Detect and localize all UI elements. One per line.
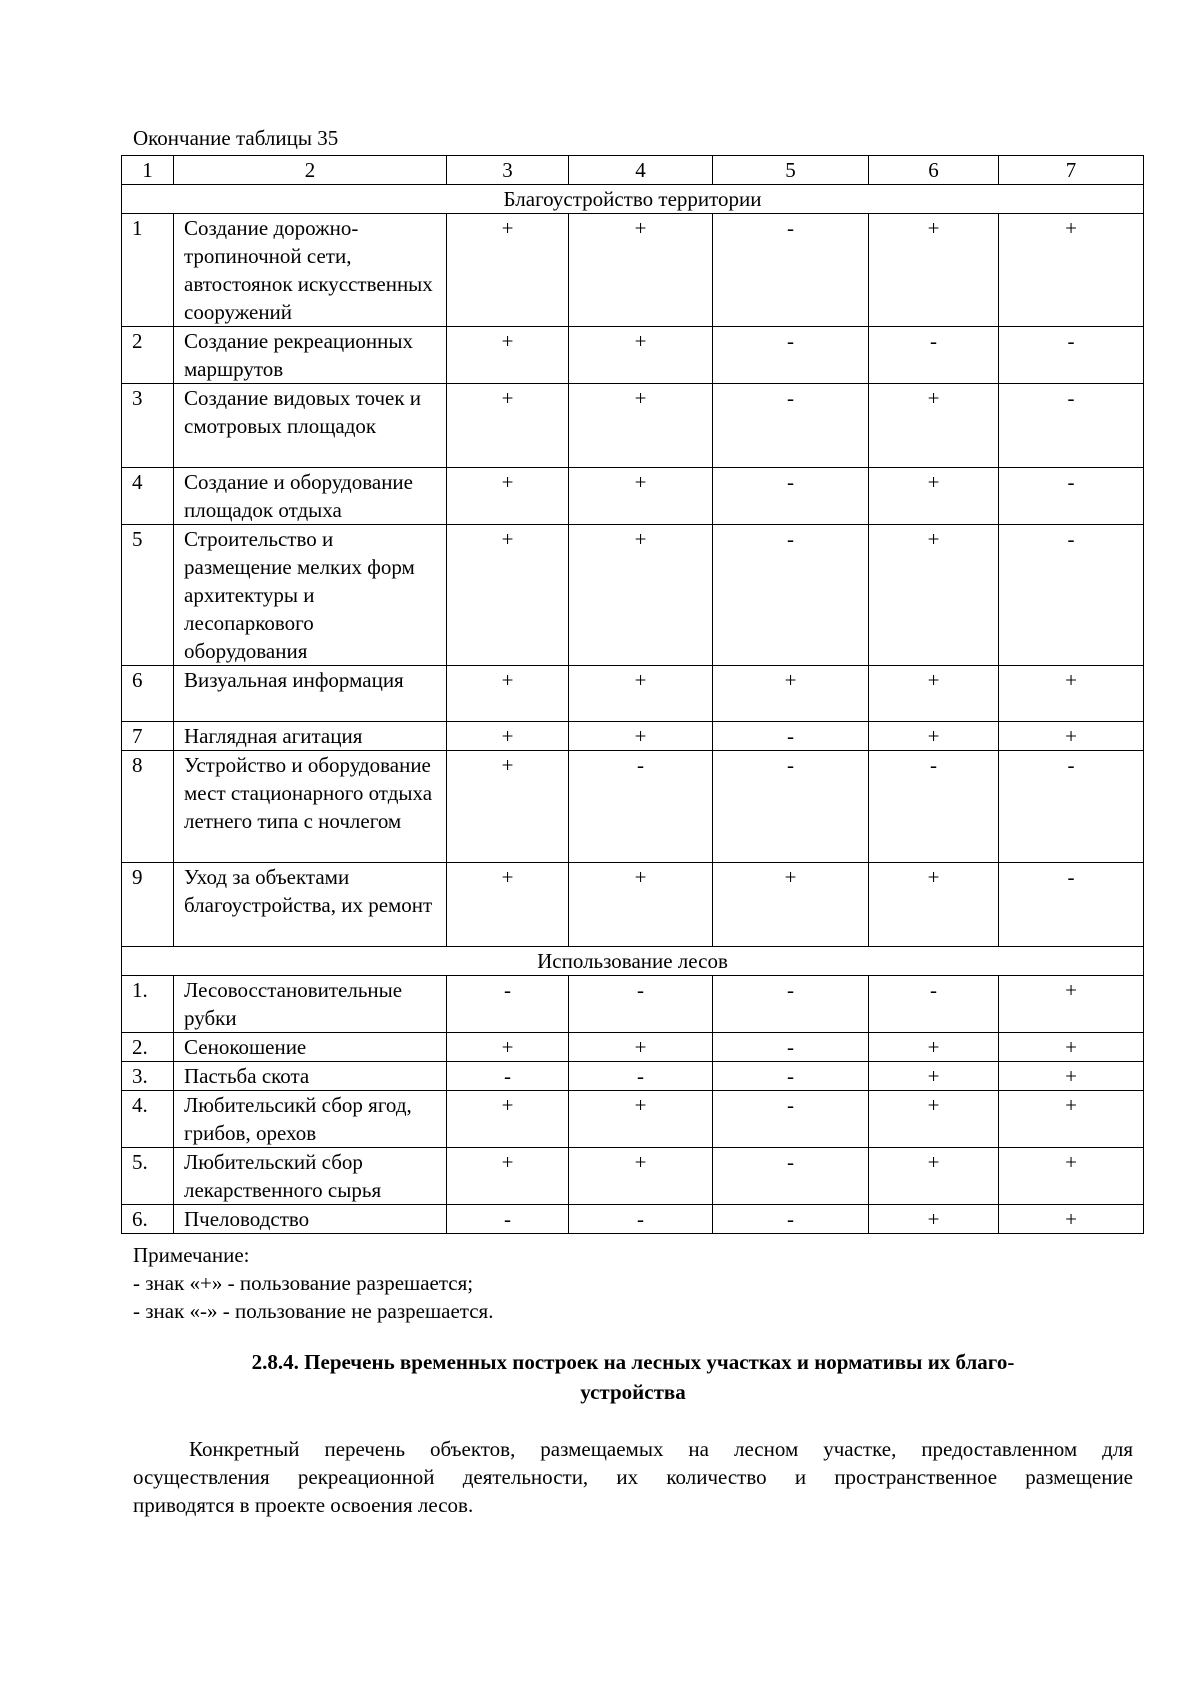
table-row xyxy=(122,1033,1144,1062)
row-name: Пастьба скота xyxy=(174,1062,447,1091)
mark-cell: + xyxy=(869,1091,999,1148)
mark-cell: + xyxy=(869,722,999,751)
mark-cell: - xyxy=(713,214,869,327)
header-cell: 1 xyxy=(122,156,174,185)
mark-cell: + xyxy=(569,722,713,751)
row-number: 3. xyxy=(122,1062,174,1091)
mark-cell: + xyxy=(447,214,569,327)
row-name: Создание видовых точек и смотровых площадок xyxy=(174,384,447,468)
mark-cell: - xyxy=(713,976,869,1033)
mark-cell: + xyxy=(713,863,869,947)
header-cell: 6 xyxy=(869,156,999,185)
mark-cell: + xyxy=(869,1033,999,1062)
mark-cell: + xyxy=(999,1148,1144,1205)
mark-cell: - xyxy=(999,751,1144,863)
mark-cell: - xyxy=(713,1205,869,1234)
mark-cell: - xyxy=(713,1091,869,1148)
mark-cell: + xyxy=(447,525,569,666)
header-cell: 7 xyxy=(999,156,1144,185)
table-row xyxy=(122,751,1144,863)
mark-cell: + xyxy=(569,327,713,384)
section-title: Использование лесов xyxy=(122,947,1144,976)
mark-cell: + xyxy=(569,1091,713,1148)
mark-cell: - xyxy=(713,1062,869,1091)
heading-line: 2.8.4. Перечень временных построек на лесных участках и нормативы их благо- xyxy=(251,1350,1015,1374)
row-name: Создание рекреационных маршрутов xyxy=(174,327,447,384)
mark-cell: + xyxy=(569,214,713,327)
row-number: 5. xyxy=(122,1148,174,1205)
row-number: 1 xyxy=(122,214,174,327)
mark-cell: + xyxy=(869,468,999,525)
mark-cell: + xyxy=(999,1062,1144,1091)
section-title: Благоустройство территории xyxy=(122,185,1144,214)
header-cell: 5 xyxy=(713,156,869,185)
mark-cell: - xyxy=(869,327,999,384)
mark-cell: - xyxy=(713,384,869,468)
header-cell: 4 xyxy=(569,156,713,185)
table-row xyxy=(122,863,1144,947)
mark-cell: + xyxy=(447,468,569,525)
table-row xyxy=(122,976,1144,1033)
mark-cell: - xyxy=(999,327,1144,384)
mark-cell: + xyxy=(569,384,713,468)
mark-cell: + xyxy=(713,666,869,722)
row-number: 5 xyxy=(122,525,174,666)
header-row xyxy=(122,156,1144,185)
row-number: 4 xyxy=(122,468,174,525)
mark-cell: + xyxy=(447,751,569,863)
header-cell: 3 xyxy=(447,156,569,185)
body-paragraph xyxy=(133,1435,1133,1519)
paragraph-line: приводятся в проекте освоения лесов. xyxy=(133,1493,474,1517)
row-number: 6 xyxy=(122,666,174,722)
mark-cell: - xyxy=(869,976,999,1033)
mark-cell: + xyxy=(569,525,713,666)
mark-cell: + xyxy=(569,468,713,525)
row-name: Пчеловодство xyxy=(174,1205,447,1234)
mark-cell: + xyxy=(569,1033,713,1062)
row-name: Визуальная информация xyxy=(174,666,447,722)
note-title: Примечание: xyxy=(133,1243,250,1267)
mark-cell: + xyxy=(869,525,999,666)
mark-cell: - xyxy=(713,751,869,863)
section-heading xyxy=(133,1347,1133,1407)
note-plus: - знак «+» - пользование разрешается; xyxy=(133,1271,474,1295)
mark-cell: - xyxy=(569,1062,713,1091)
mark-cell: + xyxy=(447,666,569,722)
mark-cell: - xyxy=(999,384,1144,468)
section-row xyxy=(122,185,1144,214)
mark-cell: + xyxy=(447,327,569,384)
row-name: Сенокошение xyxy=(174,1033,447,1062)
mark-cell: + xyxy=(447,722,569,751)
mark-cell: + xyxy=(999,976,1144,1033)
mark-cell: + xyxy=(869,1205,999,1234)
row-number: 2 xyxy=(122,327,174,384)
mark-cell: + xyxy=(447,384,569,468)
row-number: 9 xyxy=(122,863,174,947)
mark-cell: - xyxy=(569,751,713,863)
table-row xyxy=(122,1148,1144,1205)
mark-cell: - xyxy=(447,976,569,1033)
mark-cell: + xyxy=(999,666,1144,722)
table-row xyxy=(122,1205,1144,1234)
paragraph-line: осуществления рекреационной деятельности, их количество и пространственное размещение xyxy=(133,1465,1133,1489)
row-number: 3 xyxy=(122,384,174,468)
row-name: Любительсикй сбор ягод, грибов, орехов xyxy=(174,1091,447,1148)
row-name: Строительство и размещение мелких форм архитектуры и лесопаркового оборудования xyxy=(174,525,447,666)
mark-cell: + xyxy=(447,1033,569,1062)
row-name: Любительский сбор лекарственного сырья xyxy=(174,1148,447,1205)
mark-cell: - xyxy=(713,722,869,751)
table-note xyxy=(133,1241,493,1325)
regime-table xyxy=(121,155,1144,1234)
row-number: 2. xyxy=(122,1033,174,1062)
mark-cell: + xyxy=(869,1148,999,1205)
row-name: Устройство и оборудование мест стационарного отдыха летнего типа с ночлегом xyxy=(174,751,447,863)
mark-cell: + xyxy=(999,1033,1144,1062)
row-number: 8 xyxy=(122,751,174,863)
row-name: Лесовосстановительные рубки xyxy=(174,976,447,1033)
mark-cell: - xyxy=(447,1205,569,1234)
table-row xyxy=(122,525,1144,666)
mark-cell: + xyxy=(447,863,569,947)
row-name: Наглядная агитация xyxy=(174,722,447,751)
mark-cell: - xyxy=(713,1033,869,1062)
mark-cell: + xyxy=(447,1091,569,1148)
mark-cell: - xyxy=(569,1205,713,1234)
row-number: 7 xyxy=(122,722,174,751)
row-name: Уход за объектами благоустройства, их ремонт xyxy=(174,863,447,947)
row-name: Создание и оборудование площадок отдыха xyxy=(174,468,447,525)
mark-cell: - xyxy=(447,1062,569,1091)
mark-cell: + xyxy=(869,1062,999,1091)
mark-cell: + xyxy=(999,1091,1144,1148)
note-minus: - знак «-» - пользование не разрешается. xyxy=(133,1299,494,1323)
mark-cell: + xyxy=(869,863,999,947)
mark-cell: + xyxy=(869,384,999,468)
mark-cell: - xyxy=(869,751,999,863)
mark-cell: - xyxy=(999,525,1144,666)
heading-line: устройства xyxy=(580,1380,686,1404)
table-row xyxy=(122,1062,1144,1091)
table-row xyxy=(122,214,1144,327)
mark-cell: + xyxy=(869,666,999,722)
row-number: 1. xyxy=(122,976,174,1033)
row-number: 4. xyxy=(122,1091,174,1148)
mark-cell: + xyxy=(869,214,999,327)
mark-cell: - xyxy=(713,1148,869,1205)
table-row xyxy=(122,468,1144,525)
mark-cell: + xyxy=(569,863,713,947)
mark-cell: + xyxy=(999,1205,1144,1234)
table-caption: Окончание таблицы 35 xyxy=(133,126,339,150)
row-name: Создание дорожно-тропиночной сети, автостоянок искусственных сооружений xyxy=(174,214,447,327)
table-row xyxy=(122,384,1144,468)
table-row xyxy=(122,1091,1144,1148)
table-row xyxy=(122,327,1144,384)
header-cell: 2 xyxy=(174,156,447,185)
mark-cell: - xyxy=(713,468,869,525)
mark-cell: - xyxy=(713,327,869,384)
table-row xyxy=(122,722,1144,751)
paragraph-line: Конкретный перечень объектов, размещаемых на лесном участке, предоставленном для xyxy=(189,1437,1133,1461)
mark-cell: - xyxy=(569,976,713,1033)
mark-cell: + xyxy=(447,1148,569,1205)
mark-cell: - xyxy=(999,863,1144,947)
table-row xyxy=(122,666,1144,722)
row-number: 6. xyxy=(122,1205,174,1234)
mark-cell: + xyxy=(569,1148,713,1205)
mark-cell: + xyxy=(569,666,713,722)
mark-cell: - xyxy=(999,468,1144,525)
mark-cell: - xyxy=(713,525,869,666)
mark-cell: + xyxy=(999,214,1144,327)
mark-cell: + xyxy=(999,722,1144,751)
section-row xyxy=(122,947,1144,976)
